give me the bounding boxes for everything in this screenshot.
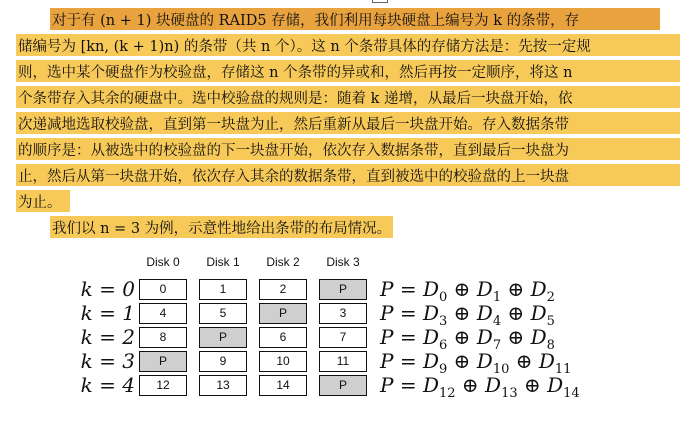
stripe-cell: 11	[319, 351, 367, 372]
xor-formula: $P = D_0$ ⊕ $D_1$ ⊕ $D_2$	[380, 277, 555, 305]
parity-cell: P	[319, 375, 367, 396]
parity-cell: P	[319, 279, 367, 300]
parity-cell: P	[259, 303, 307, 324]
stripe-cell: 13	[199, 375, 247, 396]
row-k-label: k = 3	[80, 349, 135, 373]
stripe-cell: 9	[199, 351, 247, 372]
paragraph-1-line: 储编号为 [kn, (k + 1)n) 的条带（共 n 个）。这 n 个条带具体的存储方法是：先按一定规	[16, 34, 680, 56]
disk-header: Disk 2	[266, 255, 300, 269]
disk-header: Disk 0	[146, 255, 180, 269]
row-k-label: k = 2	[80, 325, 135, 349]
paragraph-1-line: 为止。	[16, 190, 70, 212]
row-k-label: k = 4	[80, 373, 135, 397]
xor-formula: $P = D_6$ ⊕ $D_7$ ⊕ $D_8$	[380, 325, 555, 353]
stripe-cell: 12	[139, 375, 187, 396]
xor-formula: $P = D_9$ ⊕ $D_{10}$ ⊕ $D_{11}$	[380, 349, 572, 377]
paragraph-1-line: 的顺序是：从被选中的校验盘的下一块盘开始，依次存入数据条带，直到最后一块盘为	[16, 138, 680, 160]
raid5-layout-diagram	[75, 255, 635, 415]
parity-cell: P	[139, 351, 187, 372]
paragraph-2	[16, 214, 676, 240]
paragraph-2-text: 我们以 n = 3 为例，示意性地给出条带的布局情况。	[50, 216, 393, 238]
stripe-cell: 7	[319, 327, 367, 348]
stripe-cell: 4	[139, 303, 187, 324]
row-k-label: k = 1	[80, 301, 135, 325]
stripe-cell: 10	[259, 351, 307, 372]
paragraph-1-line: 止，然后从第一块盘开始，依次存入其余的数据条带，直到被选中的校验盘的上一块盘	[16, 164, 680, 186]
paragraph-1-line: 对于有 (n + 1) 块硬盘的 RAID5 存储，我们利用每块硬盘上编号为 k 的条带，存	[50, 8, 660, 30]
disk-header: Disk 1	[206, 255, 240, 269]
paragraph-1-line: 次递减地选取校验盘，直到第一块盘为止，然后重新从最后一块盘开始。存入数据条带	[16, 112, 680, 134]
parity-cell: P	[199, 327, 247, 348]
stripe-cell: 0	[139, 279, 187, 300]
xor-formula: $P = D_{12}$ ⊕ $D_{13}$ ⊕ $D_{14}$	[380, 373, 580, 401]
stripe-cell: 1	[199, 279, 247, 300]
stripe-cell: 8	[139, 327, 187, 348]
citation-mark	[372, 0, 388, 3]
stripe-cell: 2	[259, 279, 307, 300]
disk-header: Disk 3	[326, 255, 360, 269]
xor-formula: $P = D_3$ ⊕ $D_4$ ⊕ $D_5$	[380, 301, 555, 329]
stripe-cell: 6	[259, 327, 307, 348]
row-k-label: k = 0	[80, 277, 135, 301]
paragraph-1-line: 个条带存入其余的硬盘中。选中校验盘的规则是：随着 k 递增，从最后一块盘开始，依	[16, 86, 680, 108]
stripe-cell: 5	[199, 303, 247, 324]
paragraph-1-line: 则，选中某个硬盘作为校验盘，存储这 n 个条带的异或和，然后再按一定顺序，将这 n	[16, 60, 680, 82]
paragraph-1	[16, 6, 676, 216]
stripe-cell: 3	[319, 303, 367, 324]
stripe-cell: 14	[259, 375, 307, 396]
